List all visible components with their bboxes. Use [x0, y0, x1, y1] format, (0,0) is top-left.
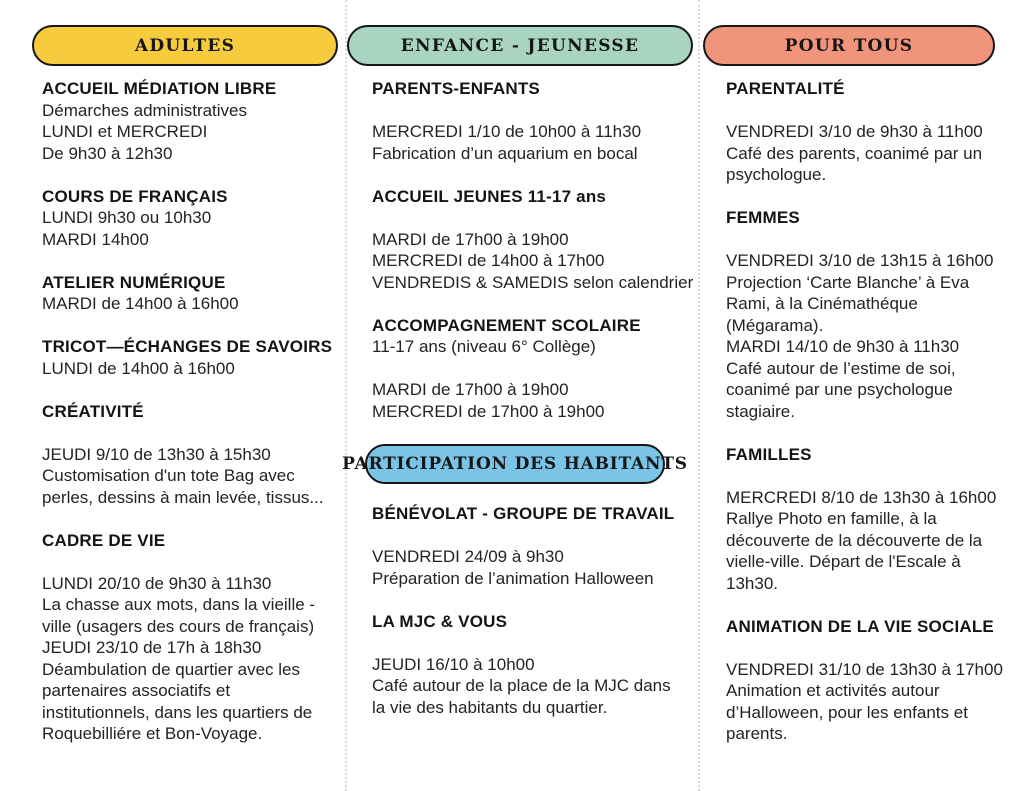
section-line: partenaires associatifs et	[42, 681, 231, 700]
section-line: JEUDI 16/10 à 10h00	[372, 654, 535, 674]
column-header-label: POUR TOUS	[784, 35, 914, 56]
section-line: LUNDI 20/10 de 9h30 à 11h30	[42, 573, 272, 593]
column-header-pill-adultes	[32, 25, 338, 66]
section-line: Rami, à la Cinémathéque	[726, 294, 918, 313]
subsection-header-label: PARTICIPATION DES HABITANTS	[342, 453, 688, 474]
blank-line	[42, 551, 342, 573]
section-line: VENDREDI 31/10 de 13h30 à 17h00	[726, 659, 1003, 679]
section-title: PARENTS-ENFANTS	[372, 79, 540, 98]
section-line: Projection ‘Carte Blanche’ à Eva	[726, 272, 970, 292]
section-title: COURS DE FRANÇAIS	[42, 186, 228, 206]
section-line: MERCREDI 1/10 de 10h00 à 11h30	[372, 122, 642, 141]
section-title: ACCOMPAGNEMENT SCOLAIRE	[372, 315, 641, 335]
column-header-label: ADULTES	[134, 35, 236, 56]
section-line: institutionnels, dans les quartiers de	[42, 702, 313, 722]
blank-line	[372, 358, 702, 380]
program-section	[42, 401, 342, 509]
subsection-header-pill	[342, 444, 688, 484]
section-line: Fabrication d’un aquarium en bocal	[372, 143, 638, 163]
section-title: LA MJC & VOUS	[372, 611, 508, 631]
blank-line	[726, 637, 1016, 659]
section-title: TRICOT—ÉCHANGES DE SAVOIRS	[42, 337, 333, 356]
section-line: Café autour de l’estime de soi,	[726, 358, 956, 378]
section-line: VENDREDI 3/10 de 9h30 à 11h00	[726, 122, 983, 141]
section-line: MARDI 14h00	[42, 229, 149, 249]
section-line: LUNDI et MERCREDI	[42, 122, 208, 141]
column-body-enfance-jeunesse	[342, 78, 702, 740]
section-title: ANIMATION DE LA VIE SOCIALE	[726, 616, 994, 636]
section-line: Café des parents, coanimé par un	[726, 143, 983, 163]
section-line: Customisation d'un tote Bag avec	[42, 466, 295, 485]
section-line: De 9h30 à 12h30	[42, 143, 173, 163]
program-section	[372, 78, 702, 164]
program-section	[42, 336, 342, 379]
column-header-pill-enfance-jeunesse	[347, 25, 693, 66]
section-title: FAMILLES	[726, 444, 812, 464]
blank-line	[726, 229, 1016, 251]
blank-line	[726, 100, 1016, 122]
program-section	[726, 616, 1016, 745]
column-body-adultes	[42, 78, 342, 766]
program-section	[372, 186, 702, 294]
section-line: VENDREDI 24/09 à 9h30	[372, 547, 564, 566]
section-line: la vie des habitants du quartier.	[372, 697, 608, 717]
blank-line	[372, 525, 702, 547]
section-line: Rallye Photo en famille, à la	[726, 509, 937, 528]
program-section	[726, 444, 1016, 595]
program-section	[372, 611, 702, 719]
section-title: FEMMES	[726, 208, 800, 227]
section-title: ACCUEIL MÉDIATION LIBRE	[42, 79, 277, 98]
program-section	[372, 315, 702, 423]
section-line: ville (usagers des cours de français)	[42, 616, 315, 636]
section-line: Déambulation de quartier avec les	[42, 659, 300, 679]
section-line: JEUDI 9/10 de 13h30 à 15h30	[42, 444, 271, 464]
blank-line	[372, 100, 702, 122]
section-line: parents.	[726, 724, 788, 743]
program-section	[372, 503, 702, 589]
section-line: découverte de la découverte de la	[726, 530, 983, 550]
section-line: LUNDI 9h30 ou 10h30	[42, 208, 212, 227]
column-divider-left	[345, 0, 347, 791]
section-line: vielle-ville. Départ de l'Escale à	[726, 552, 961, 571]
program-section	[42, 78, 342, 164]
program-section	[42, 530, 342, 745]
section-title: CADRE DE VIE	[42, 530, 166, 550]
section-line: Roquebilliére et Bon-Voyage.	[42, 724, 263, 743]
blank-line	[726, 465, 1016, 487]
column-header-label: ENFANCE - JEUNESSE	[400, 35, 640, 56]
section-line: MERCREDI 8/10 de 13h30 à 16h00	[726, 487, 997, 507]
column-header-pill-pour-tous	[703, 25, 995, 66]
section-line: Préparation de l’animation Halloween	[372, 568, 654, 588]
section-line: VENDREDIS & SAMEDIS selon calendrier	[372, 272, 694, 292]
section-line: 11-17 ans (niveau 6° Collège)	[372, 337, 596, 356]
section-line: La chasse aux mots, dans la vieille -	[42, 595, 316, 614]
section-line: d’Halloween, pour les enfants et	[726, 702, 968, 722]
program-section	[726, 207, 1016, 422]
section-line: perles, dessins à main levée, tissus...	[42, 487, 324, 507]
section-line: 13h30.	[726, 573, 778, 593]
section-title: BÉNÉVOLAT - GROUPE DE TRAVAIL	[372, 504, 675, 523]
section-line: JEUDI 23/10 de 17h à 18h30	[42, 638, 262, 657]
program-section	[726, 78, 1016, 186]
section-line: psychologue.	[726, 165, 827, 184]
section-line: stagiaire.	[726, 401, 795, 421]
section-title: CRÉATIVITÉ	[42, 401, 144, 421]
section-line: MARDI 14/10 de 9h30 à 11h30	[726, 337, 960, 356]
program-section	[42, 186, 342, 251]
section-line: Démarches administratives	[42, 100, 248, 120]
program-section	[42, 272, 342, 315]
section-line: MERCREDI de 17h00 à 19h00	[372, 401, 605, 421]
section-line: VENDREDI 3/10 de 13h15 à 16h00	[726, 251, 994, 270]
section-line: MARDI de 14h00 à 16h00	[42, 294, 239, 313]
section-line: Café autour de la place de la MJC dans	[372, 676, 671, 695]
section-line: LUNDI de 14h00 à 16h00	[42, 358, 235, 378]
section-title: PARENTALITÉ	[726, 79, 845, 98]
section-line: MERCREDI de 14h00 à 17h00	[372, 251, 605, 270]
section-title: ATELIER NUMÉRIQUE	[42, 272, 226, 292]
section-title: ACCUEIL JEUNES 11-17 ans	[372, 186, 607, 206]
section-line: MARDI de 17h00 à 19h00	[372, 380, 569, 399]
blank-line	[372, 632, 702, 654]
blank-line	[372, 207, 702, 229]
section-line: MARDI de 17h00 à 19h00	[372, 229, 569, 249]
section-line: coanimé par une psychologue	[726, 380, 953, 399]
section-line: (Mégarama).	[726, 315, 824, 335]
column-body-pour-tous	[726, 78, 1016, 766]
section-line: Animation et activités autour	[726, 681, 940, 700]
blank-line	[42, 422, 342, 444]
